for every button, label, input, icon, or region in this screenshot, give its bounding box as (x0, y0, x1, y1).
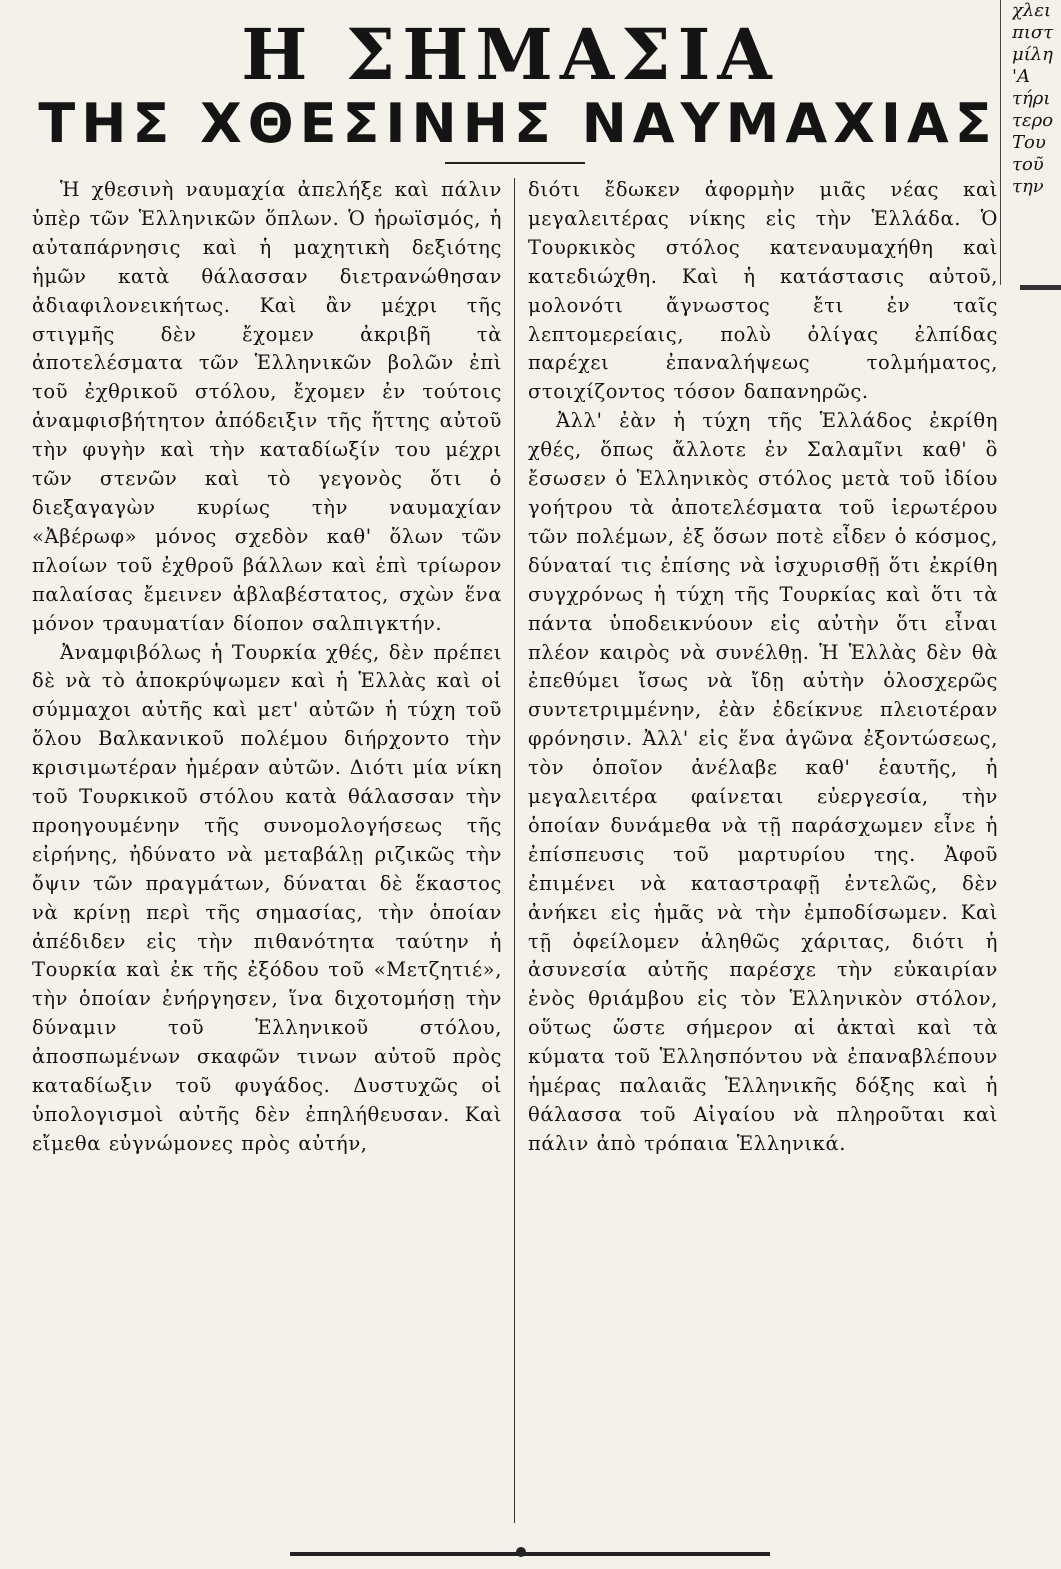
rule-ornament (516, 1547, 526, 1557)
article-paragraph: διότι ἔδωκεν ἀφορμὴν μιᾶς νέας καὶ μεγαλειτέρας νίκης εἰς τὴν Ἑλλάδα. Ὁ Τουρκικὸς στόλος κατεναυμαχήθη καὶ κατεδιώχθη. Καὶ ἡ κατάστασις αὐτοῦ, μολονότι ἄγνωστος ἔτι ἐν ταῖς λεπτομερείαις, πολὺ ὀλίγας ἐλπίδας παρέχει ἐπαναλήψεως τολμήματος, στοιχίζοντος τόσον δαπανηρῶς. (528, 178, 998, 404)
end-of-article-rule (290, 1552, 770, 1556)
article-paragraph: Ἡ χθεσινὴ ναυμαχία ἀπελήξε καὶ πάλιν ὑπὲρ τῶν Ἑλληνικῶν ὅπλων. Ὁ ἡρωϊσμός, ἡ αὐταπάρνησις καὶ ἡ μαχητικὴ δεξιότης ἡμῶν κατὰ θάλασσαν διετρανώθησαν ἀδιαφιλονεικήτως. Καὶ ἂν μέχρι τῆς στιγμῆς δὲν ἔχομεν ἀκριβῆ τὰ ἀποτελέσματα τῶν Ἑλληνικῶν βολῶν ἐπὶ τοῦ ἐχθρικοῦ στόλου, ἔχομεν ἐν τούτοις ἀναμφισβήτητον ἀπόδειξιν τῆς ἥττης αὐτοῦ τὴν φυγὴν καὶ τὴν καταδίωξίν του μέχρι τῶν στενῶν καὶ τὸ γεγονὸς ὅτι ὁ διεξαγαγὼν κυρίως τὴν ναυμαχίαν «Ἀβέρωφ» μόνος σχεδὸν καθ' ὅλων τῶν πλοίων τοῦ ἐχθροῦ βάλλων καὶ ἐπὶ τρίωρον παλαίσας ἔμεινεν ἀβλαβέστατος, σχὼν ἕνα μόνον τραυματίαν δίοπον σαλπιγκτήν. (32, 178, 502, 635)
fragment-line: 'Α (1012, 66, 1030, 87)
adjacent-column-fragment (1012, 0, 1061, 400)
article-column-right (528, 176, 998, 1159)
fragment-line: Του (1012, 132, 1046, 153)
headline-main: Η ΣΗΜΑΣΙΑ (241, 13, 779, 96)
article-paragraph: Ἀλλ' ἐὰν ἡ τύχη τῆς Ἑλλάδος ἐκρίθη χθές, ὅπως ἄλλοτε ἐν Σαλαμῖνι καθ' ὃ ἔσωσεν ὁ Ἑλληνικὸς στόλος μετὰ τοῦ ἰδίου γοήτρου τὰ ἀποτελέσματα τοῦ ἱερωτέρου τῶν πολέμων, ἐξ ὅσων ποτὲ εἶδεν ὁ κόσμος, δύναταί τις ἐπίσης νὰ ἰσχυρισθῇ ὅτι ἐκρίθη συγχρόνως ἡ τύχη τῆς Τουρκίας καὶ ὅτι τὰ πάντα ὑποδεικνύουν εἰς αὐτὴν ὅτι εἶναι πλέον καιρὸς νὰ συνέλθῃ. Ἡ Ἑλλὰς δὲν θὰ ἐπεθύμει ἴσως νὰ ἴδῃ αὐτὴν ὁλοσχερῶς συντετριμμένην, ἐὰν ἐδείκνυε πλειοτέραν φρόνησιν. Ἀλλ' εἰς ἕνα ἀγῶνα ἐξοντώσεως, τὸν ὁποῖον ἀνέλαβε καθ' ἑαυτῆς, ἡ μεγαλειτέρα φαίνεται εὐεργεσία, τὴν ὁποίαν δυνάμεθα νὰ τῇ παράσχωμεν εἶνε ἡ ἐπίσπευσις τοῦ μαρτυρίου της. Ἀφοῦ ἐπιμένει νὰ καταστραφῇ ἐντελῶς, δὲν ἀνήκει εἰς ἡμᾶς νὰ τὴν ἐμποδίσωμεν. Καὶ τῇ ὀφείλομεν ἀληθῶς χάριτας, διότι ἡ ἀσυνεσία αὐτῆς παρέσχε τὴν εὐκαιρίαν ἑνὸς θριάμβου εἰς τὸν Ἑλληνικὸν στόλον, οὕτως ὥστε σήμερον αἱ ἀκταὶ καὶ τὰ κύματα τοῦ Ἑλλησπόντου νὰ ἐπαναβλέπουν ἡμέρας παλαιᾶς Ἑλληνικῆς δόξης καὶ ἡ θάλασσα τοῦ Αἰγαίου νὰ πληροῦται καὶ πάλιν ἀπὸ τρόπαια Ἑλληνικά. (528, 409, 998, 1155)
fragment-line: μίλη (1012, 44, 1053, 65)
fragment-line: πιστ (1012, 22, 1054, 43)
margin-separator-bar (1020, 285, 1061, 290)
fragment-line: τήρι (1012, 88, 1051, 109)
column-divider (514, 178, 515, 1523)
headline-rule (445, 162, 585, 164)
fragment-line: τοῦ (1012, 154, 1044, 175)
headline-sub: ΤΗΣ ΧΘΕΣΙΝΗΣ ΝΑΥΜΑΧΙΑΣ (38, 92, 998, 155)
article-paragraph: Ἀναμφιβόλως ἡ Τουρκία χθές, δὲν πρέπει δὲ νὰ τὸ ἀποκρύψωμεν καὶ ἡ Ἑλλὰς καὶ οἱ σύμμαχοι αὐτῆς καὶ μετ' αὐτῶν ἡ τύχη τοῦ ὅλου Βαλκανικοῦ πολέμου διήρχοντο τὴν κρισιμωτέραν ἡμέραν αὐτῶν. Διότι μία νίκη τοῦ Τουρκικοῦ στόλου κατὰ θάλασσαν τὴν προηγουμένην τῆς συνομολογήσεως τῆς εἰρήνης, ἠδύνατο νὰ μεταβάλῃ ριζικῶς τὴν ὄψιν τῶν πραγμάτων, δύναται δὲ ἕκαστος νὰ κρίνῃ περὶ τῆς σημασίας, τὴν ὁποίαν ἀπέδιδεν εἰς τὴν πιθανότητα ταύτην ἡ Τουρκία καὶ ἐκ τῆς ἐξόδου τοῦ «Μετζητιέ», τὴν ὁποίαν ἐνήργησεν, ἵνα διχοτομήσῃ τὴν δύναμιν τοῦ Ἑλληνικοῦ στόλου, ἀποσπωμένων σκαφῶν τινων αὐτοῦ πρὸς καταδίωξιν τοῦ φυγάδος. Δυστυχῶς οἱ ὑπολογισμοὶ αὐτῆς δὲν ἐπηλήθευσαν. Καὶ εἴμεθα εὐγνώμονες πρὸς αὐτήν, (32, 640, 502, 1155)
fragment-line: τερο (1012, 110, 1054, 131)
fragment-line: την (1012, 176, 1044, 197)
article-column-left (32, 176, 502, 1159)
fragment-line: χλει (1012, 0, 1052, 21)
